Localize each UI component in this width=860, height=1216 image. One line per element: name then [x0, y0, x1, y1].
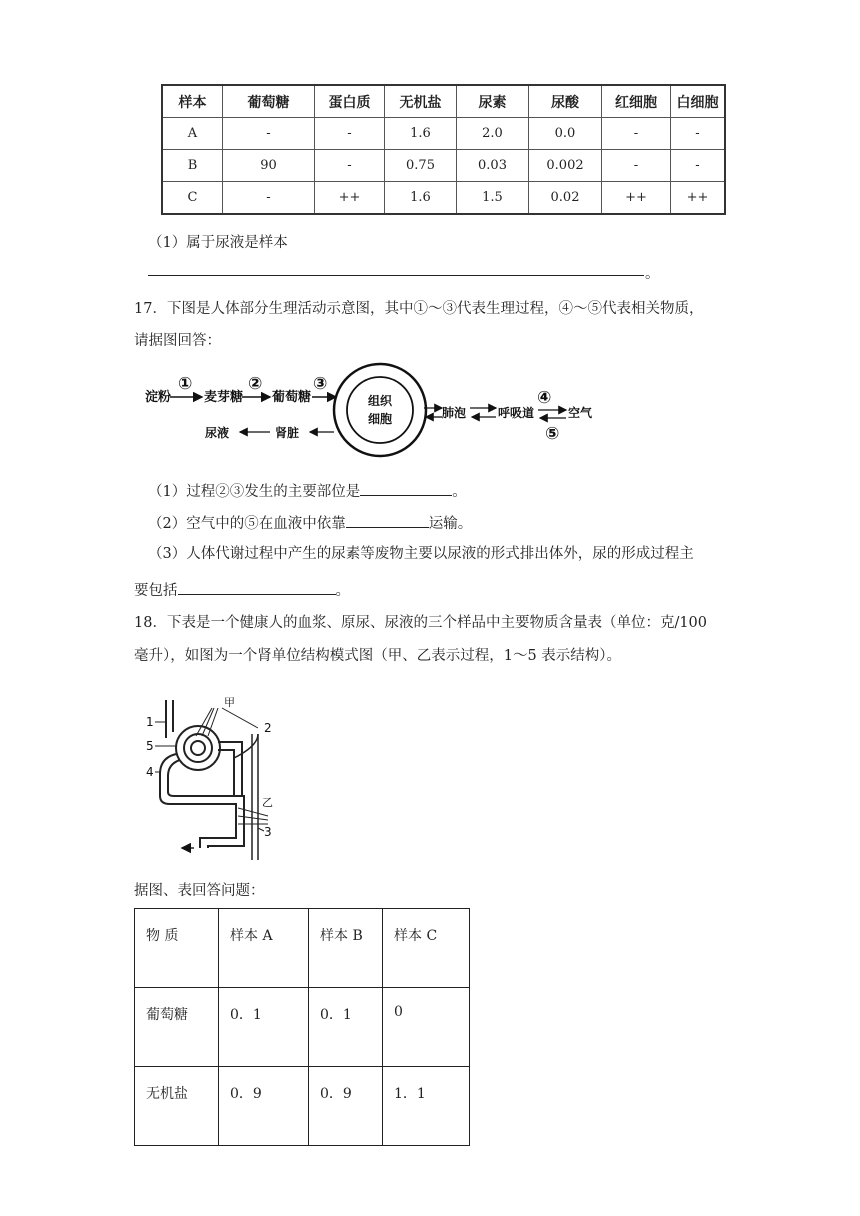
table-cell: 0．9 [219, 1067, 309, 1146]
process-2-label: ② [248, 374, 263, 394]
afferent-arteriole [166, 700, 173, 738]
collecting-duct [252, 734, 258, 860]
table-cell: 1.5 [457, 182, 529, 215]
starch-label: 淀粉 [145, 390, 172, 405]
table-row [162, 118, 725, 150]
table-header-cell: 物 质 [135, 909, 219, 988]
air-label: 空气 [568, 406, 593, 420]
q17-sub2 [148, 510, 472, 535]
maltose-label: 麦芽糖 [204, 390, 244, 405]
table-header-cell: 样本 [162, 85, 223, 118]
urine-label: 尿液 [205, 426, 230, 440]
table-cell: 0．1 [219, 988, 309, 1067]
table-header-cell: 样本 B [309, 909, 383, 988]
table-cell: - [223, 118, 315, 150]
table-header-row [135, 909, 470, 988]
answer-blank[interactable] [360, 478, 452, 496]
q17-stem-line2: 请据图回答： [134, 333, 221, 349]
q17-sub3-end: 。 [335, 583, 350, 599]
glomerulus-core [191, 741, 205, 755]
q16-sub1-end: 。 [645, 266, 660, 282]
structure-label-5: 5 [146, 739, 154, 753]
table-header-cell: 样本 A [219, 909, 309, 988]
airway-label: 呼吸道 [498, 406, 535, 420]
table-cell: - [602, 118, 671, 150]
table-row [135, 988, 470, 1067]
q17-stem-line1: 17．下图是人体部分生理活动示意图，其中①～③代表生理过程，④～⑤代表相关物质， [134, 301, 704, 317]
table-cell: 1．1 [383, 1067, 470, 1146]
table-cell: - [315, 150, 385, 182]
q17-sub1-text: （1）过程②③发生的主要部位是 [148, 484, 361, 500]
table-header-cell: 白细胞 [671, 85, 726, 118]
cell-inner-ring [347, 377, 413, 443]
q17-sub2-text: （2）空气中的⑤在血液中依靠 [148, 516, 346, 532]
table-cell: 0.02 [529, 182, 602, 215]
table-cell: 90 [223, 150, 315, 182]
table-cell: ++ [671, 182, 726, 215]
efferent-arteriole [234, 734, 258, 758]
table-header-cell: 红细胞 [602, 85, 671, 118]
q18-intro: 据图、表回答问题： [134, 883, 265, 899]
table-cell: 葡萄糖 [135, 988, 219, 1067]
answer-blank[interactable] [178, 577, 336, 595]
table-cell: - [223, 182, 315, 215]
table-header-cell: 样本 C [383, 909, 470, 988]
q17-sub1 [148, 478, 467, 503]
structure-label-4: 4 [146, 765, 154, 779]
structure-label-2: 2 [264, 721, 272, 735]
table-cell: C [162, 182, 223, 215]
q17-sub1-end: 。 [452, 484, 467, 500]
table-cell: 0．9 [309, 1067, 383, 1146]
structure-label-1: 1 [146, 715, 154, 729]
table-cell: - [315, 118, 385, 150]
q16-sub1-text: （1）属于尿液是样本 [148, 235, 288, 251]
table-cell: A [162, 118, 223, 150]
table-header-row [162, 85, 725, 118]
answer-blank[interactable] [148, 275, 644, 276]
q17-sub2-end: 运输。 [428, 516, 473, 532]
structure-label-3: 3 [264, 825, 272, 839]
kidney-label: 肾脏 [275, 426, 300, 440]
process-1-label: ① [178, 374, 193, 394]
table-header-cell: 无机盐 [385, 85, 457, 118]
table-cell: 0．1 [309, 988, 383, 1067]
table-cell: 0.0 [529, 118, 602, 150]
table-cell: ++ [602, 182, 671, 215]
sample-table [161, 84, 726, 215]
renal-tubule-outer [160, 754, 236, 848]
table-cell: 无机盐 [135, 1067, 219, 1146]
substance-4-label: ④ [537, 388, 552, 408]
table-cell: - [671, 150, 726, 182]
glomerulus [184, 734, 212, 762]
glucose-label: 葡萄糖 [272, 390, 312, 405]
table-row [162, 182, 725, 215]
table-row [162, 150, 725, 182]
cell-label-line1: 组织 [368, 394, 393, 408]
q17-sub3-line2 [134, 577, 350, 602]
table-cell: - [602, 150, 671, 182]
table-row [135, 1067, 470, 1146]
table-cell: 1.6 [385, 118, 457, 150]
process-jia-label: 甲 [224, 696, 235, 709]
reabsorption-mark [238, 808, 268, 816]
table-header-cell: 蛋白质 [315, 85, 385, 118]
q18-stem-line1: 18．下表是一个健康人的血浆、原尿、尿液的三个样品中主要物质含量表（单位：克/100 [134, 615, 708, 631]
table-header-cell: 尿素 [457, 85, 529, 118]
nephron-diagram [146, 688, 281, 863]
q18-stem-line2: 毫升），如图为一个肾单位结构模式图（甲、乙表示过程，1～5 表示结构）。 [134, 648, 622, 664]
content-table [134, 908, 470, 1146]
table-header-cell: 葡萄糖 [223, 85, 315, 118]
table-cell: B [162, 150, 223, 182]
q17-sub3-text: 要包括 [134, 583, 178, 599]
table-cell: 0.002 [529, 150, 602, 182]
table-cell: - [671, 118, 726, 150]
process-3-label: ③ [313, 374, 328, 394]
substance-5-label: ⑤ [545, 424, 560, 444]
table-cell: 0.75 [385, 150, 457, 182]
answer-blank[interactable] [346, 510, 429, 528]
table-cell: ++ [315, 182, 385, 215]
reabsorption-mark [238, 816, 268, 820]
table-cell: 0 [383, 988, 470, 1067]
alveoli-label: 肺泡 [442, 406, 467, 420]
table-cell: 1.6 [385, 182, 457, 215]
table-header-cell: 尿酸 [529, 85, 602, 118]
table-cell: 0.03 [457, 150, 529, 182]
physiology-diagram [140, 355, 610, 460]
pointer-line-2 [222, 708, 258, 728]
process-yi-label: 乙 [262, 796, 273, 809]
cell-label-line2: 细胞 [368, 412, 393, 426]
table-cell: 2.0 [457, 118, 529, 150]
q17-sub3-line1: （3）人体代谢过程中产生的尿素等废物主要以尿液的形式排出体外，尿的形成过程主 [148, 546, 694, 562]
distal-tubule [218, 750, 234, 796]
